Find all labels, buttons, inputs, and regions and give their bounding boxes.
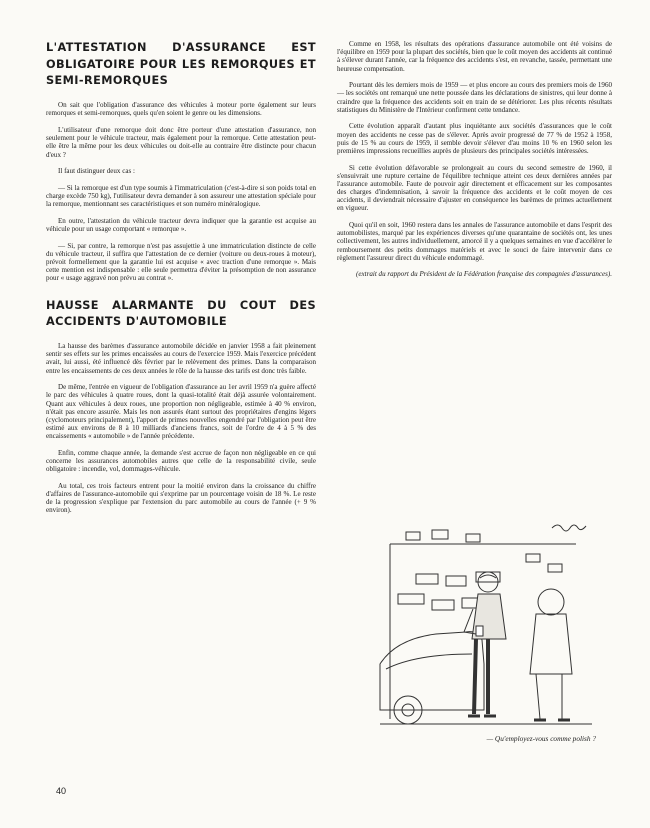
article2-paragraph: Au total, ces trois facteurs entrent pour la moitié environ dans la croissance du chiffre d'affaires de l'assurance-automobile qui s'exprime par un pourcentage voisin de 18 %. Le reste de la progression s'explique par l'extension du parc automobile au cours de l'année (+ 9 % environ). — [46, 481, 316, 515]
right-column — [337, 40, 612, 288]
article1-paragraph: Il faut distinguer deux cas : — [58, 167, 135, 176]
article1-paragraph: L'utilisateur d'une remorque doit donc être porteur d'une attestation d'assurance, non seulement pour le véhicule tracteur, mais également pour la remorque. Cette attestation peut-elle être la même pour les deux véhicules ou doit-elle au contraire être distincte pour chacun d'eux ? — [46, 126, 316, 159]
page-number: 40 — [56, 786, 67, 796]
article2-paragraph: Comme en 1958, les résultats des opérations d'assurance automobile ont été voisins de l'équilibre en 1959 pour la plupart des sociétés, bien que le coût moyen des accidents ait continué à s'élever durant l'année, car la fréquence des accidents s'est, en revanche, tassée, permettant une heureuse compensation. — [337, 40, 612, 73]
article1-title: L'ATTESTATION D'ASSURANCE EST OBLIGATOIRE POUR LES REMORQUES ET SEMI-REMORQUES — [46, 41, 316, 88]
left-column — [46, 40, 316, 523]
article2-paragraph: De même, l'entrée en vigueur de l'obligation d'assurance au 1er avril 1959 n'a guère affecté le parc des véhicules à quatre roues, dont la quasi-totalité était déjà assurée volontairement. Quant aux véhicules à deux roues, une proportion non négligeable, estimée à 40 % environ, n'était pas encore assurée. Mais les non assurés étant surtout des propriétaires d'engins légers (cyclomoteurs principalement), l'apport de primes nouvelles engendré par l'obligation peut être estimé aux environs de 8 à 10 milliards d'anciens francs, soit de l'ordre de 4 à 5 % des encaissements « automobile » de l'année précédente. — [46, 383, 316, 441]
article2-paragraph: Enfin, comme chaque année, la demande s'est accrue de façon non négligeable en ce qui concerne les assurances automobiles autres que celle de la responsabilité civile, seule obligatoire : incendie, vol, dommages-véhicule. — [46, 448, 316, 474]
article2-title: HAUSSE ALARMANTE DU COUT DES ACCIDENTS D'AUTOMOBILE — [46, 298, 316, 329]
article1-paragraph: — Si la remorque est d'un type soumis à l'immatriculation (c'est-à-dire si son poids total en charge excède 750 kg), l'utilisateur devra demander à son assureur une attestation spéciale pour la remorque, mentionnant ses caractéristiques et son numéro minéralogique. — [46, 183, 316, 209]
article2-source: (extrait du rapport du Président de la Fédération française des compagnies d'assurances). — [356, 270, 612, 279]
cartoon-caption: — Qu'employez-vous comme polish ? — [486, 734, 596, 743]
article1-paragraph: — Si, par contre, la remorque n'est pas assujettie à une immatriculation distincte de celle du véhicule tracteur, il suffira que l'attestation de ce dernier (voiture ou deux-roues à moteur), prévoit formellement que la garantie lui est acquise « avec traction d'une remorque ». Mais cette mention est indispensable : elle seule permettra d'éviter la présomption de non assurance pour « usage aggravé non prévu au contrat ». — [46, 241, 316, 283]
article2-paragraph: Cette évolution apparaît d'autant plus inquiétante aux sociétés d'assurances que le coût moyen des accidents ne cesse pas de s'élever. Après avoir progressé de 77 % de 1952 à 1958, puis de 15 % au cours de 1959, il semble devoir s'élever d'au moins 10 % en 1960 selon les premières impressions recueillies auprès de plusieurs des principales sociétés intéressées. — [337, 122, 612, 155]
article1-paragraph: On sait que l'obligation d'assurance des véhicules à moteur porte également sur leurs remorques et semi-remorques, quels qu'en soient le genre ou les dimensions. — [46, 101, 316, 118]
cartoon-illustration — [376, 514, 596, 740]
article1-paragraph: En outre, l'attestation du véhicule tracteur devra indiquer que la garantie est acquise au véhicule pour un usage comportant « remorque ». — [46, 216, 316, 234]
article2-paragraph: Quoi qu'il en soit, 1960 restera dans les annales de l'assurance automobile et dans l'esprit des automobilistes, marqué par les expériences diverses qu'une quarantaine de sociétés ont, les unes collectivement, les autres individuellement, amorcé il y a quelques semaines en vue d'accélérer le remboursement des petits dommages matériels et avec le souci de faire intervenir dans ce règlement l'assureur direct du véhicule endommagé. — [337, 221, 612, 262]
article2-paragraph: La hausse des barèmes d'assurance automobile décidée en janvier 1958 a fait pleinement sentir ses effets sur les primes encaissées au cours de l'exercice 1959. Mais l'exercice précédent avait, lui aussi, été influencé dès février par le relèvement des primes. Dans la comparaison entre les encaissements de ces deux années le rôle de la hausse des tarifs est donc très faible. — [46, 342, 316, 375]
article2-paragraph: Si cette évolution défavorable se prolongeait au cours du second semestre de 1960, il s'ensuivrait une rupture certaine de l'équilibre technique atteint ces deux dernières années par l'assurance automobile. Faute de pouvoir agir directement et efficacement sur les composantes des charges d'indemnisation, à savoir la fréquence des accidents et le coût moyen de ces accidents, il deviendrait nécessaire d'ajuster en conséquence les barèmes de primes actuellement en vigueur. — [337, 163, 612, 213]
article2-paragraph: Pourtant dès les derniers mois de 1959 — et plus encore au cours des premiers mois de 1960 — les sociétés ont remarqué une nette poussée dans les déclarations de sinistres, qui leur donne à craindre que la fréquence des accidents soit en train de se détériorer. Les plus récents résultats statistiques du Ministère de l'Intérieur confirment cette tendance. — [337, 81, 612, 114]
